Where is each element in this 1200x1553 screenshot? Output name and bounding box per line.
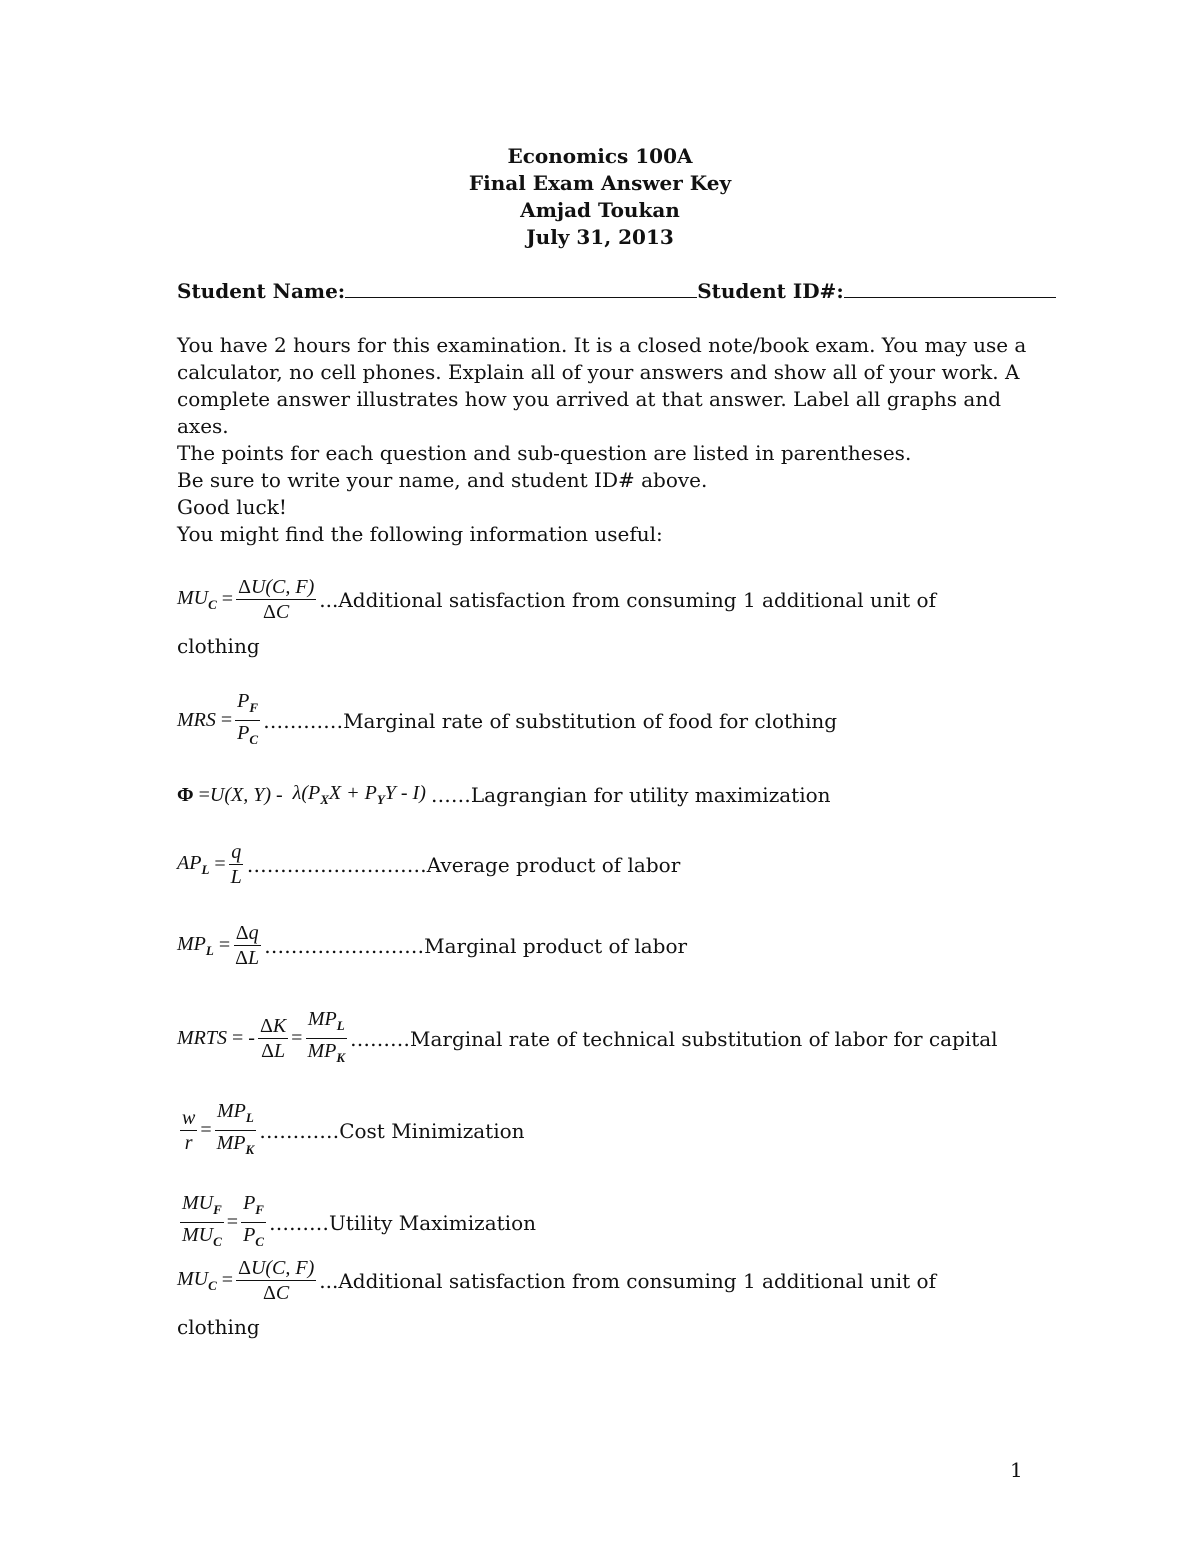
formula-muc: $MU_C$ = $\frac{\Delta U(C, F)}{\Delta C}$ ...Additional satisfaction from consuming 1 additional unit of: [177, 576, 936, 623]
formula-muc-continued: clothing: [177, 634, 260, 658]
formula-cost-min: $\frac{w}{r}$ = $\frac{MP_L}{MP_K}$ …………Cost Minimization: [182, 1100, 525, 1157]
intro-text: You might find the following information useful:: [177, 522, 663, 546]
formula-muc-repeat-desc: ...Additional satisfaction from consuming 1 additional unit of: [319, 1268, 936, 1293]
formula-apl-desc: ………………………Average product of labor: [246, 852, 681, 877]
student-id-label: Student ID#:: [697, 279, 844, 303]
student-name-blank[interactable]: [345, 279, 697, 298]
page-number: 1: [1010, 1458, 1023, 1482]
formula-cost-min-desc: …………Cost Minimization: [259, 1118, 525, 1143]
formula-lagrangian-desc: ……Lagrangian for utility maximization: [430, 783, 831, 807]
formula-mrs: MRS = $\frac{P_F}{P_C}$ …………Marginal rate of substitution of food for clothing: [177, 690, 838, 747]
instruction-line: The points for each question and sub-question are listed in parentheses.: [177, 441, 912, 465]
formula-mpl: $MP_L$ = $\frac{\Delta q}{\Delta L}$ ……………………Marginal product of labor: [177, 922, 688, 969]
formula-utility-max: $\frac{MU_F}{MU_C}$ = $\frac{P_F}{P_C}$ ………Utility Maximization: [182, 1192, 536, 1249]
formula-utility-max-desc: ………Utility Maximization: [268, 1210, 536, 1235]
instruction-paragraph: You have 2 hours for this examination. It is a closed note/book exam. You may use a calculator, no cell phones. Explain all of your answers and show all of your work. A complete answer illustrates how you arrived at that answer. Label all graphs and axes.: [177, 333, 1027, 438]
formula-lagrangian: Φ = U(X, Y) - $\lambda(P_XX + P_YY - I)$ ……Lagrangian for utility maximization: [177, 782, 831, 807]
formula-muc-repeat: $MU_C$ = $\frac{\Delta U(C, F)}{\Delta C}$ ...Additional satisfaction from consuming 1 additional unit of: [177, 1257, 936, 1304]
student-name-label: Student Name:: [177, 279, 346, 303]
instructor-name: Amjad Toukan: [520, 198, 680, 222]
formula-apl: $AP_L$ = $\frac{q}{L}$ ………………………Average product of labor: [177, 841, 681, 888]
formula-mrts: MRTS = - $\frac{\Delta K}{\Delta L}$ = $\frac{MP_L}{MP_K}$ ………Marginal rate of technical substitution of labor for capital: [177, 1008, 998, 1065]
formula-muc-desc: ...Additional satisfaction from consuming 1 additional unit of: [319, 587, 936, 612]
course-title: Economics 100A: [507, 144, 693, 168]
student-id-blank[interactable]: [844, 279, 1056, 298]
formula-mpl-desc: ……………………Marginal product of labor: [264, 933, 688, 958]
formula-mrts-desc: ………Marginal rate of technical substitution of labor for capital: [350, 1026, 998, 1051]
exam-date: July 31, 2013: [526, 225, 674, 249]
formula-mrs-desc: …………Marginal rate of substitution of food for clothing: [263, 708, 838, 733]
formula-muc-repeat-continued: clothing: [177, 1315, 260, 1339]
instructions: [177, 332, 1057, 521]
student-info-row: [177, 278, 1056, 305]
exam-title: Final Exam Answer Key: [468, 171, 732, 195]
instruction-line: Be sure to write your name, and student ID# above.: [177, 468, 708, 492]
instruction-line: Good luck!: [177, 495, 287, 519]
